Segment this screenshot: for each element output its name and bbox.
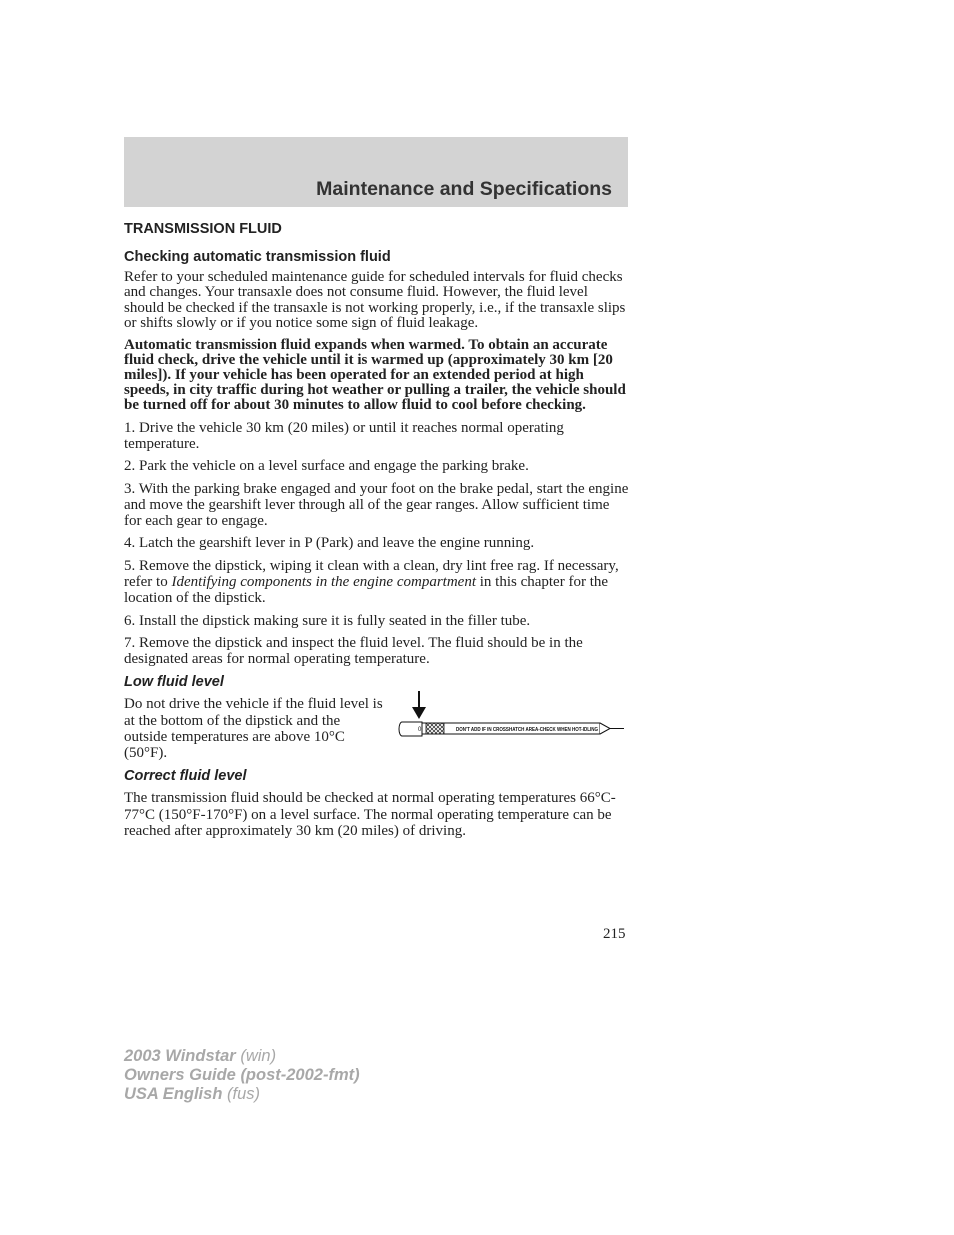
intro-paragraph: Refer to your scheduled maintenance guide for scheduled intervals for fluid checks and changes. Your transaxle does not consume fluid. However, the fluid level should be checked if the transaxle is not working properly, i.e., if the transaxle slips or shifts slowly or if you notice some sign of fluid leakage. [124,269,626,332]
correct-fluid-heading: Correct fluid level [124,768,247,785]
page-number: 215 [603,926,626,942]
low-fluid-text: Do not drive the vehicle if the fluid level is at the bottom of the dipstick and the outside temperatures are above 10°C (50°F). [124,696,383,762]
section-title: TRANSMISSION FLUID [124,221,282,237]
dipstick-illustration [394,691,630,741]
step-4: 4. Latch the gearshift lever in P (Park) and leave the engine running. [124,535,535,552]
low-fluid-section [124,696,630,760]
step-5-text-before: 5. Remove the dipstick, wiping it clean with a clean, dry lint free rag. If necessary, refer to [124,557,619,590]
footer-model: 2003 Windstar [124,1047,236,1065]
low-fluid-heading: Low fluid level [124,674,224,691]
step-5 [124,558,630,607]
correct-fluid-text: The transmission fluid should be checked at normal operating temperatures 66°C-77°C (150°F-170°F) on a level surface. The normal operating temperature can be reached after approximately 30 km (20 miles) of driving. [124,790,616,840]
step-3: 3. With the parking brake engaged and your foot on the brake pedal, start the engine and move the gearshift lever through all of the gear ranges. Allow sufficient time for each gear to engage. [124,480,629,530]
step-2: 2. Park the vehicle on a level surface and engage the parking brake. [124,458,529,475]
warning-paragraph: Automatic transmission fluid expands when warmed. To obtain an accurate fluid check, drive the vehicle until it is warmed up (approximately 30 km [20 miles]). If your vehicle has been operated for an extended period at high speeds, in city traffic during hot weather or pulling a trailer, the vehicle should be turned off for about 30 minutes to allow fluid to cool before checking. [124,336,626,413]
page-content [124,221,630,845]
dipstick-label: DON'T ADD IF IN CROSSHATCH AREA-CHECK WHEN HOT-IDLING [456,727,599,734]
footer-line-3 [124,1085,360,1104]
footer-line-1 [124,1047,360,1066]
section-header-bar [124,137,628,207]
arrow-down-icon [412,691,426,719]
footer-guide: Owners Guide (post-2002-fmt) [124,1066,360,1084]
subsection-heading-checking: Checking automatic transmission fluid [124,249,391,265]
section-header-title: Maintenance and Specifications [316,178,612,200]
footer-language: USA English [124,1085,223,1103]
step-6: 6. Install the dipstick making sure it is fully seated in the filler tube. [124,612,531,629]
step-5-text-after: in this chapter for the location of the dipstick. [124,574,609,607]
step-5-reference-link: Identifying components in the engine compartment [171,574,476,590]
step-1: 1. Drive the vehicle 30 km (20 miles) or until it reaches normal operating temperature. [124,419,564,452]
footer-language-code: (fus) [227,1085,260,1103]
footer-model-code: (win) [240,1047,277,1065]
footer-line-2 [124,1066,360,1085]
dipstick-mark: 0 [418,727,422,734]
document-footer [124,1047,360,1104]
step-7: 7. Remove the dipstick and inspect the fluid level. The fluid should be in the designated areas for normal operating temperature. [124,634,583,668]
